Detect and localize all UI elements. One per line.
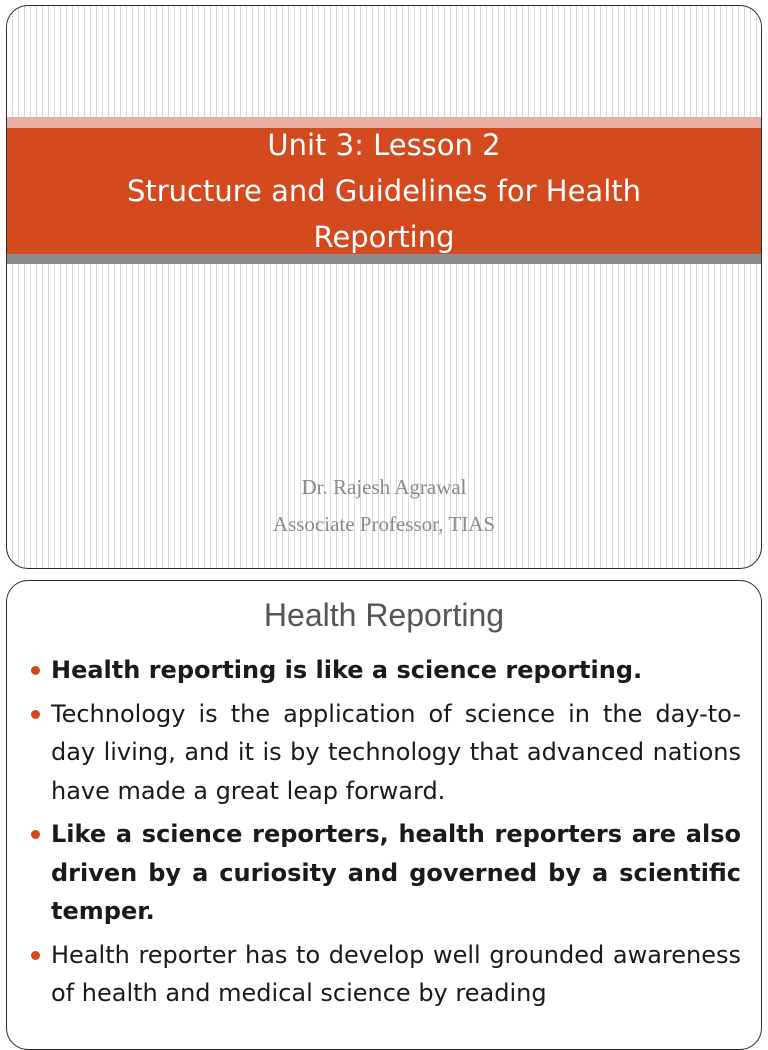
- bullet-item: [29, 651, 741, 690]
- bullet-dot-icon: [31, 830, 40, 839]
- slide-title-line-1: Unit 3: Lesson 2: [267, 128, 501, 162]
- bullet-text: Technology is the application of science in the day-to-day living, and it is by technology that advanced nations have made a great leap forward.: [51, 699, 741, 805]
- bullet-text: Like a science reporters, health reporters are also driven by a curiosity and governed by a scientific temper.: [51, 820, 741, 925]
- slide-title-line-3: Reporting: [313, 220, 455, 254]
- slide-heading: Health Reporting: [263, 597, 505, 633]
- bullet-item: [29, 936, 741, 1013]
- bullet-list: [29, 651, 741, 1018]
- bullet-text: Health reporting is like a science reporting.: [51, 656, 643, 684]
- author-block: [7, 469, 761, 543]
- title-band: [7, 128, 761, 254]
- author-name: Dr. Rajesh Agrawal: [301, 475, 467, 499]
- bullet-dot-icon: [31, 666, 40, 675]
- slide-title-line-2: Structure and Guidelines for Health: [126, 174, 642, 208]
- bullet-text: Health reporter has to develop well grounded awareness of health and medical science by reading: [51, 940, 741, 1007]
- bullet-dot-icon: [31, 710, 40, 719]
- author-title: Associate Professor, TIAS: [272, 512, 496, 536]
- title-slide: [6, 5, 762, 569]
- bullet-item: [29, 695, 741, 811]
- content-slide: [6, 580, 762, 1050]
- bullet-item: [29, 815, 741, 931]
- title-bottom-band: [7, 254, 761, 264]
- bullet-dot-icon: [31, 951, 40, 960]
